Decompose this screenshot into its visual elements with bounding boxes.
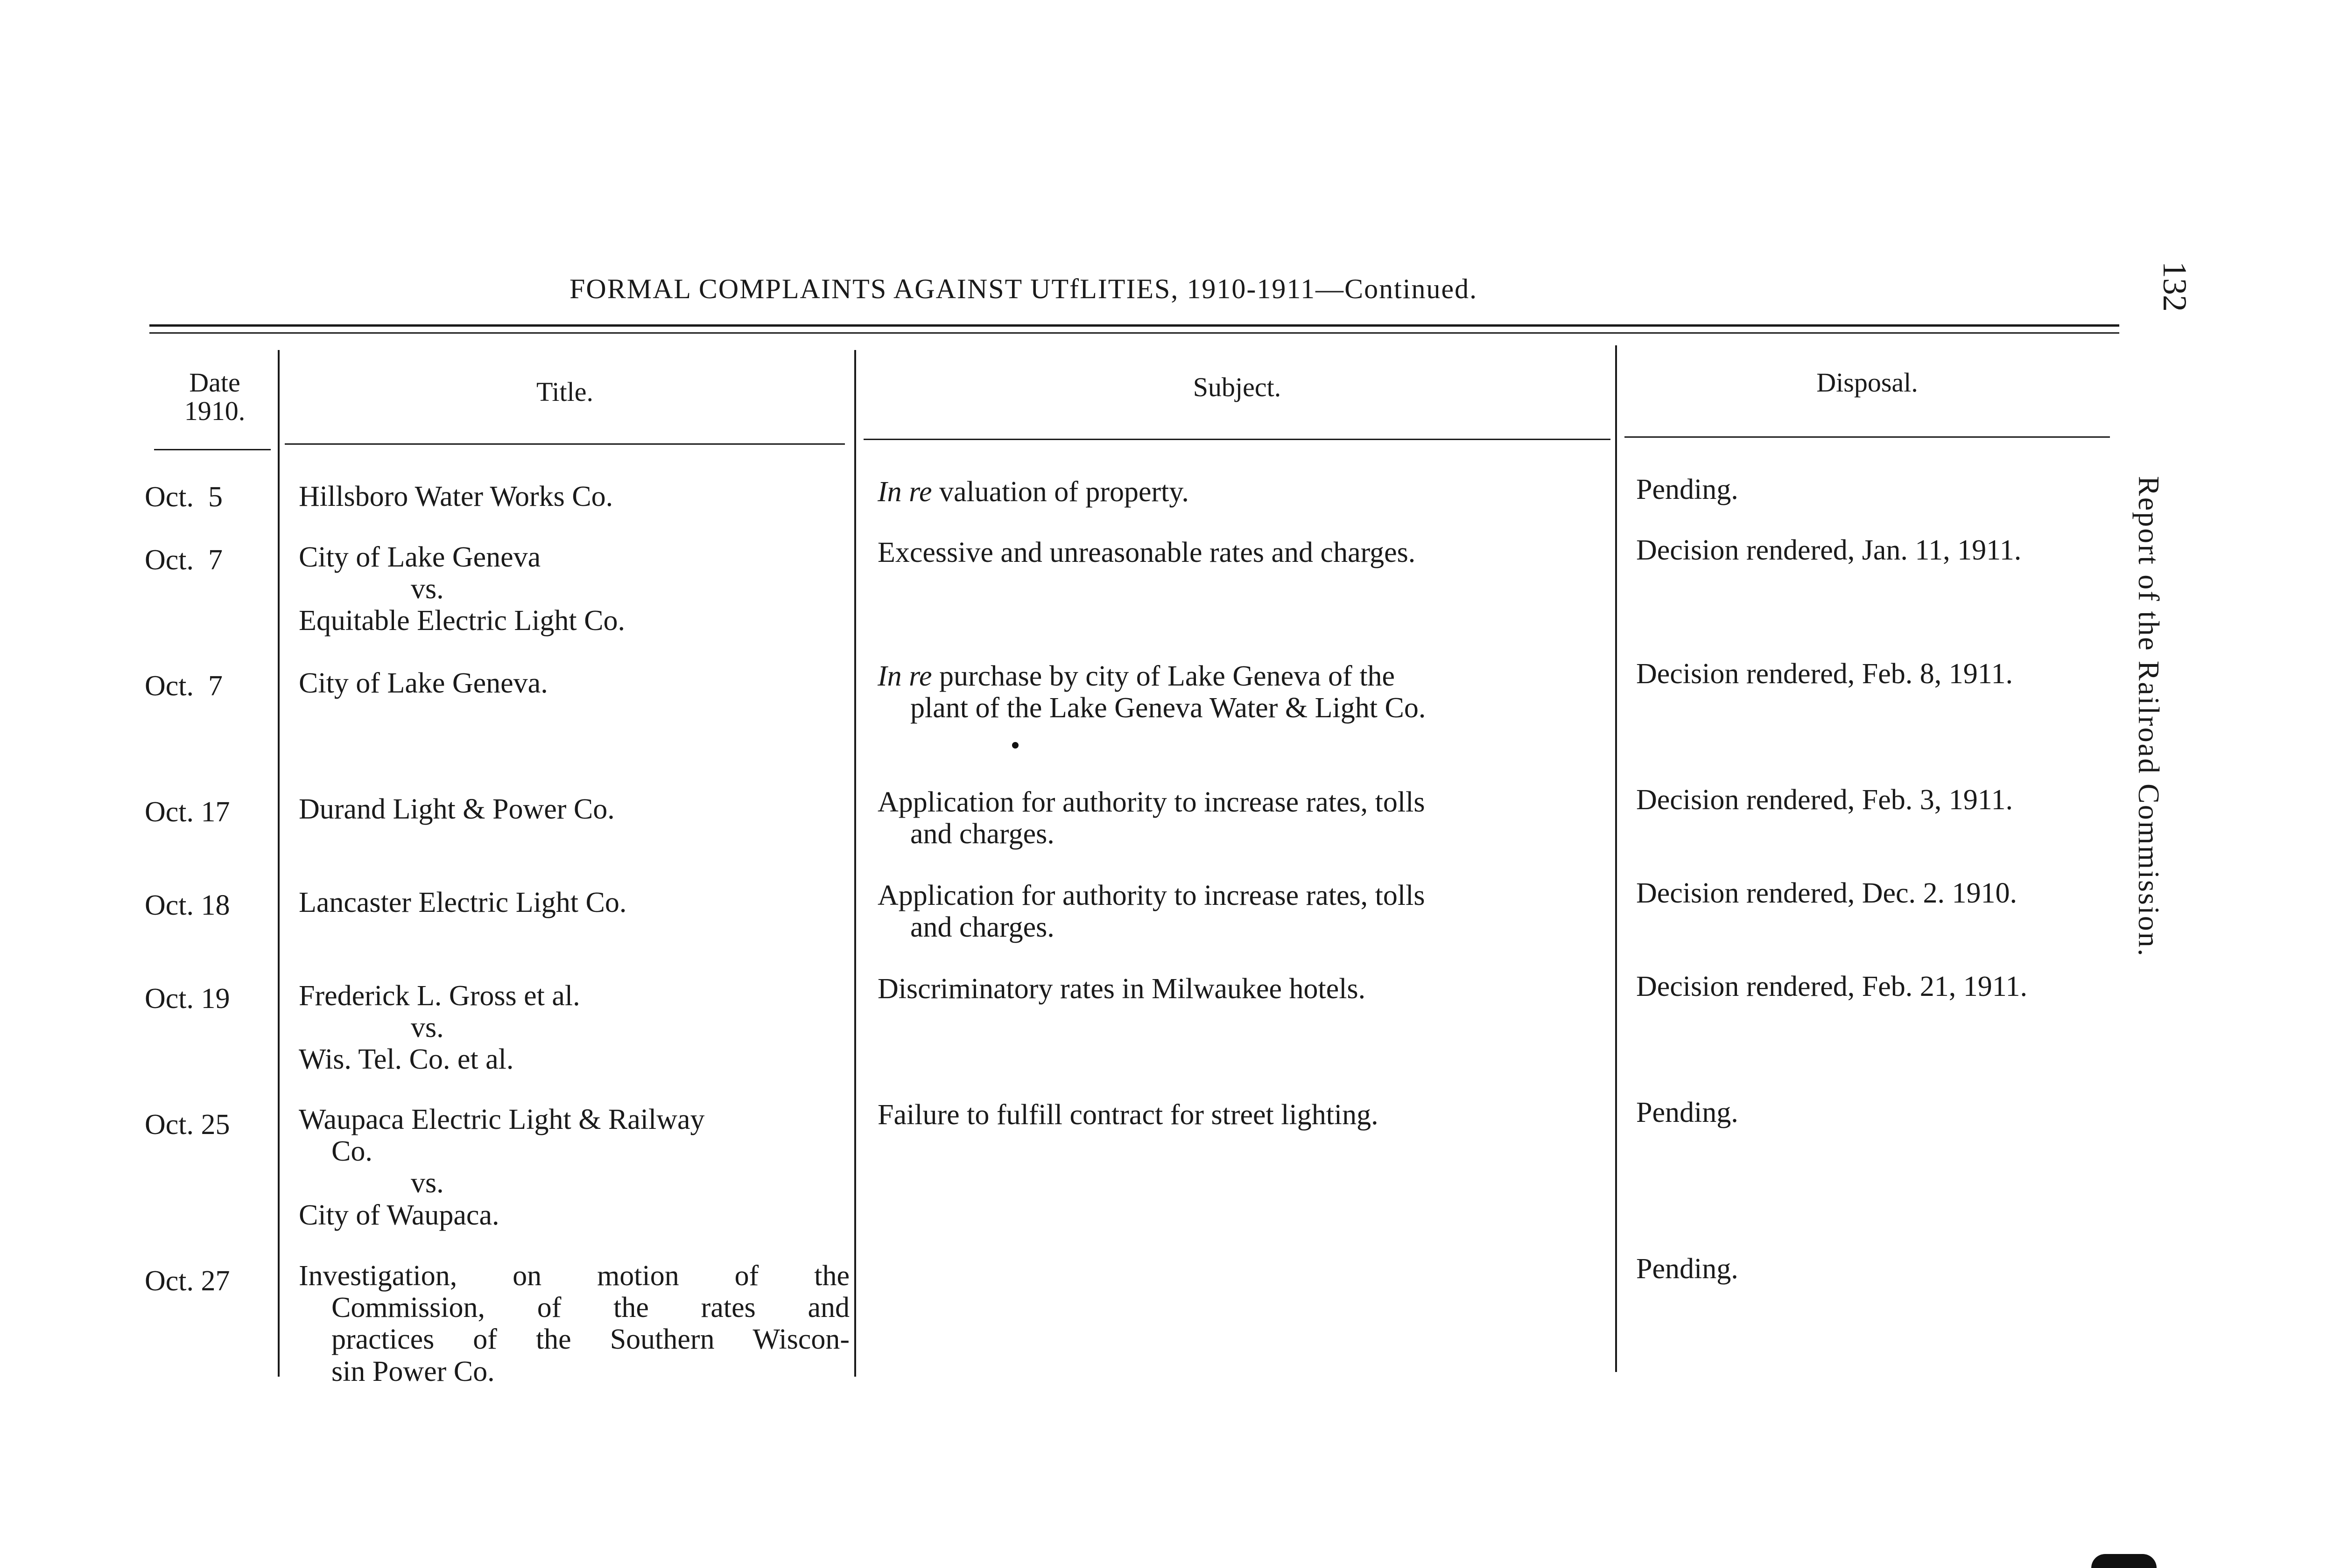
title-vs: vs. [411,1167,444,1199]
title-cont: practices of the Southern Wiscon- [331,1323,850,1356]
row-title [299,667,854,699]
subject-italic: In re [878,660,932,692]
row-title [299,793,854,825]
row-disposal: Pending. [1636,1097,1738,1128]
running-head: Report of the Railroad Commission. [2132,476,2165,958]
row-title [299,887,854,918]
header-date [159,369,271,426]
title-line: Waupaca Electric Light & Railway [299,1104,705,1135]
ink-blot [2091,1554,2157,1568]
header-date-line1: Date [189,367,240,398]
header-underline-disposal [1624,436,2110,438]
subject-cont: and charges. [910,818,1055,850]
subject-cont: and charges. [910,911,1055,944]
row-subject [878,476,1615,508]
header-disposal: Disposal. [1816,367,1918,398]
subject-text: Application for authority to increase rates, tolls [878,880,1425,911]
subject-text: Excessive and unreasonable rates and charges. [878,537,1416,568]
row-disposal: Pending. [1636,1253,1738,1285]
title-line: City of Lake Geneva. [299,667,548,699]
header-rule-bottom [149,332,2119,334]
row-date: Oct. 27 [145,1265,230,1297]
header-underline-subject [864,439,1610,440]
row-title [299,481,854,512]
row-disposal: Pending. [1636,474,1738,505]
title-line: Investigation, on motion of the [299,1260,850,1292]
page-number: 132 [2156,261,2193,312]
row-date: Oct. 18 [145,889,230,921]
title-cont: sin Power Co. [331,1355,495,1387]
row-disposal: Decision rendered, Feb. 8, 1911. [1636,658,2013,690]
row-date: Oct. 17 [145,796,230,828]
header-rule-top [149,324,2119,327]
subject-text: purchase by city of Lake Geneva of the [939,660,1395,692]
title-line: City of Waupaca. [299,1199,499,1231]
row-date: Oct. 25 [145,1109,230,1141]
row-date: Oct. 7 [145,544,223,576]
subject-text: valuation of property. [939,476,1189,508]
title-line: Hillsboro Water Works Co. [299,481,613,512]
header-date-line2: 1910. [184,395,246,426]
subject-text: Failure to fulfill contract for street lighting. [878,1099,1378,1131]
title-cont: Commission, of the rates and [331,1292,850,1324]
title-line: Frederick L. Gross et al. [299,980,580,1012]
row-subject [878,1099,1615,1131]
title-line: Equitable Electric Light Co. [299,605,626,637]
row-disposal: Decision rendered, Jan. 11, 1911. [1636,534,2022,566]
row-subject [878,973,1615,1005]
row-date: Oct. 5 [145,481,223,513]
row-subject [878,880,1615,943]
subject-text: Discriminatory rates in Milwaukee hotels. [878,973,1366,1005]
col-divider-3 [1615,345,1617,1372]
title-line: Durand Light & Power Co. [299,793,615,825]
title-vs: vs. [411,573,444,605]
row-title [299,1104,854,1231]
title-cont: Co. [331,1135,373,1168]
row-disposal: Decision rendered, Feb. 3, 1911. [1636,784,2013,816]
row-title [299,1260,850,1387]
row-date: Oct. 7 [145,670,223,702]
subject-cont: plant of the Lake Geneva Water & Light Co. [910,692,1426,724]
col-divider-2 [854,350,856,1377]
ink-dot [1012,742,1019,749]
header-underline-title [285,443,845,445]
title-line: City of Lake Geneva [299,541,541,573]
header-underline-date [154,449,271,450]
page-title: FORMAL COMPLAINTS AGAINST UTfLITIES, 1910-1911—Continued. [569,273,1478,304]
row-title [299,980,854,1076]
row-disposal: Decision rendered, Dec. 2. 1910. [1636,877,2018,909]
header-subject: Subject. [1193,372,1281,402]
row-subject [878,537,1615,568]
row-subject [878,660,1615,724]
row-subject [878,786,1615,850]
row-date: Oct. 19 [145,983,230,1015]
row-disposal: Decision rendered, Feb. 21, 1911. [1636,971,2027,1002]
title-line: Lancaster Electric Light Co. [299,887,627,918]
subject-italic: In re [878,476,932,508]
title-line: Wis. Tel. Co. et al. [299,1043,514,1076]
subject-text: Application for authority to increase rates, tolls [878,786,1425,818]
header-title: Title. [536,377,593,407]
title-vs: vs. [411,1012,444,1044]
col-divider-1 [278,350,280,1377]
row-title [299,541,854,637]
